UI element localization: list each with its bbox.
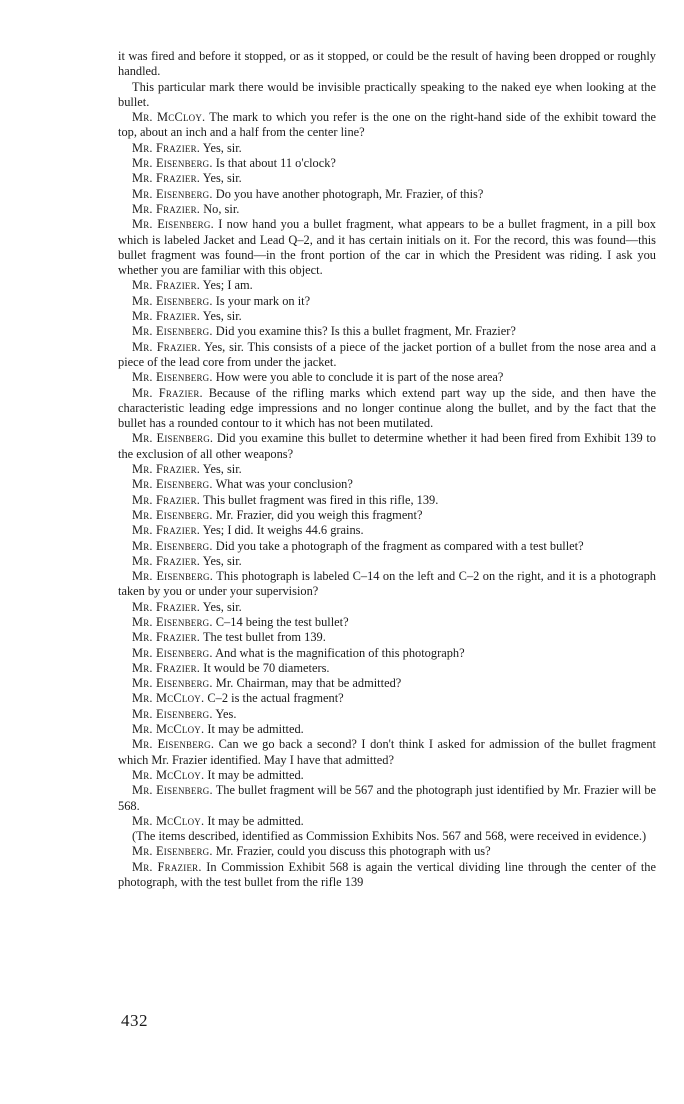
transcript-paragraph bbox=[118, 661, 656, 676]
speaker-name: Mr. Eisenberg. bbox=[132, 569, 214, 584]
speaker-name: Mr. Frazier. bbox=[132, 492, 201, 507]
transcript-paragraph bbox=[118, 707, 656, 722]
speaker-name: Mr. Frazier. bbox=[132, 660, 201, 675]
transcript-paragraph bbox=[118, 783, 656, 814]
paragraph-text: How were you able to conclude it is part of the nose area? bbox=[215, 370, 504, 385]
paragraph-text: Yes, sir. bbox=[202, 462, 242, 477]
paragraph-text: Mr. Frazier, did you weigh this fragment? bbox=[215, 507, 423, 522]
paragraph-text: Yes, sir. This consists of a piece of the jacket portion of a bullet from the nose area and a piece of the lead core from under the jacket. bbox=[118, 339, 657, 369]
transcript-paragraph bbox=[118, 691, 656, 706]
transcript-paragraph bbox=[118, 844, 656, 859]
paragraph-text: Can we go back a second? I don't think I asked for admission of the bullet fragment which Mr. Frazier identified. May I have that admitted? bbox=[118, 737, 656, 767]
transcript-paragraph bbox=[118, 477, 656, 492]
paragraph-text: This particular mark there would be invisible practically speaking to the naked eye when looking at the bullet. bbox=[118, 79, 656, 109]
transcript-paragraph bbox=[118, 646, 656, 661]
paragraph-text: Mr. Frazier, could you discuss this photograph with us? bbox=[215, 844, 491, 859]
transcript-paragraph bbox=[118, 676, 656, 691]
paragraph-text: I now hand you a bullet fragment, what appears to be a bullet fragment, in a pill box which is labeled Jacket and Lead Q–2, and it has certain initials on it. For the record, this was found—this bullet fragment was found—in the front portion of the car in which the President was riding. I ask you whether you are familiar with this object. bbox=[118, 217, 657, 278]
speaker-name: Mr. Eisenberg. bbox=[132, 676, 213, 691]
speaker-name: Mr. Eisenberg. bbox=[132, 706, 213, 721]
transcript-paragraph bbox=[118, 508, 656, 523]
speaker-name: Mr. Eisenberg. bbox=[132, 217, 214, 232]
speaker-name: Mr. Eisenberg. bbox=[132, 783, 213, 798]
speaker-name: Mr. Frazier. bbox=[132, 278, 201, 293]
speaker-name: Mr. McCloy. bbox=[132, 691, 205, 706]
transcript-paragraph bbox=[118, 523, 656, 538]
transcript-paragraph bbox=[118, 493, 656, 508]
paragraph-text: Yes, sir. bbox=[202, 309, 242, 324]
speaker-name: Mr. Eisenberg. bbox=[132, 156, 213, 171]
paragraph-text: C–2 is the actual fragment? bbox=[207, 691, 344, 706]
transcript-paragraph bbox=[118, 860, 656, 891]
speaker-name: Mr. Eisenberg. bbox=[132, 186, 213, 201]
transcript-body bbox=[118, 49, 656, 890]
transcript-paragraph bbox=[118, 278, 656, 293]
transcript-paragraph bbox=[118, 141, 656, 156]
transcript-paragraph bbox=[118, 370, 656, 385]
paragraph-text: This bullet fragment was fired in this rifle, 139. bbox=[202, 492, 439, 507]
transcript-paragraph bbox=[118, 462, 656, 477]
paragraph-text: Is that about 11 o'clock? bbox=[215, 156, 336, 171]
transcript-paragraph bbox=[118, 202, 656, 217]
speaker-name: Mr. McCloy. bbox=[132, 722, 205, 737]
paragraph-text: C–14 being the test bullet? bbox=[215, 614, 349, 629]
speaker-name: Mr. McCloy. bbox=[132, 767, 205, 782]
speaker-name: Mr. Eisenberg. bbox=[132, 507, 213, 522]
paragraph-text: The bullet fragment will be 567 and the photograph just identified by Mr. Frazier will be 568. bbox=[118, 783, 657, 813]
transcript-paragraph bbox=[118, 569, 656, 600]
transcript-paragraph bbox=[118, 110, 656, 141]
speaker-name: Mr. Frazier. bbox=[132, 309, 201, 324]
transcript-paragraph bbox=[118, 171, 656, 186]
speaker-name: Mr. Eisenberg. bbox=[132, 844, 213, 859]
page-number: 432 bbox=[121, 1011, 148, 1030]
transcript-paragraph bbox=[118, 340, 656, 371]
speaker-name: Mr. Eisenberg. bbox=[132, 737, 215, 752]
paragraph-text: Because of the rifling marks which extend part way up the side, and then have the characteristic leading edge impressions and no longer continue along the bullet, and by the fact that the bullet has a rounded contour to it which has not been mutilated. bbox=[118, 385, 656, 431]
speaker-name: Mr. Frazier. bbox=[132, 201, 201, 216]
transcript-paragraph bbox=[118, 294, 656, 309]
paragraph-text: It may be admitted. bbox=[207, 722, 304, 737]
paragraph-text: It may be admitted. bbox=[207, 767, 304, 782]
transcript-paragraph bbox=[118, 309, 656, 324]
speaker-name: Mr. Eisenberg. bbox=[132, 431, 214, 446]
transcript-paragraph bbox=[118, 829, 656, 844]
speaker-name: Mr. Frazier. bbox=[132, 599, 201, 614]
speaker-name: Mr. Eisenberg. bbox=[132, 645, 213, 660]
paragraph-text: (The items described, identified as Commission Exhibits Nos. 567 and 568, were received in evidence.) bbox=[132, 829, 647, 844]
paragraph-text: it was fired and before it stopped, or as it stopped, or could be the result of having been dropped or roughly handled. bbox=[118, 49, 656, 79]
transcript-paragraph bbox=[118, 615, 656, 630]
transcript-paragraph bbox=[118, 554, 656, 569]
transcript-paragraph bbox=[118, 217, 656, 278]
speaker-name: Mr. McCloy. bbox=[132, 813, 205, 828]
transcript-paragraph bbox=[118, 768, 656, 783]
paragraph-text: In Commission Exhibit 568 is again the vertical dividing line through the center of the photograph, with the test bullet from the rifle 139 bbox=[118, 859, 656, 890]
paragraph-text: Yes. bbox=[215, 706, 237, 721]
transcript-paragraph bbox=[118, 722, 656, 737]
paragraph-text: Yes; I am. bbox=[202, 278, 253, 293]
paragraph-text: Did you examine this? Is this a bullet fragment, Mr. Frazier? bbox=[215, 324, 516, 339]
speaker-name: Mr. Eisenberg. bbox=[132, 370, 213, 385]
paragraph-text: It would be 70 diameters. bbox=[203, 660, 330, 675]
speaker-name: Mr. Eisenberg. bbox=[132, 477, 213, 492]
transcript-paragraph bbox=[118, 49, 656, 80]
speaker-name: Mr. Frazier. bbox=[132, 140, 201, 155]
speaker-name: Mr. Frazier. bbox=[132, 385, 203, 400]
paragraph-text: Do you have another photograph, Mr. Frazier, of this? bbox=[215, 186, 484, 201]
speaker-name: Mr. Eisenberg. bbox=[132, 538, 213, 553]
paragraph-text: What was your conclusion? bbox=[215, 477, 353, 492]
paragraph-text: Yes, sir. bbox=[202, 599, 242, 614]
paragraph-text: This photograph is labeled C–14 on the left and C–2 on the right, and it is a photograph taken by you or under your supervision? bbox=[118, 569, 656, 599]
transcript-paragraph bbox=[118, 539, 656, 554]
speaker-name: Mr. Frazier. bbox=[132, 523, 201, 538]
speaker-name: Mr. Eisenberg. bbox=[132, 324, 213, 339]
speaker-name: Mr. Frazier. bbox=[132, 553, 201, 568]
speaker-name: Mr. Frazier. bbox=[132, 171, 201, 186]
paragraph-text: The test bullet from 139. bbox=[202, 630, 326, 645]
paragraph-text: Yes; I did. It weighs 44.6 grains. bbox=[202, 523, 364, 538]
paragraph-text: Did you take a photograph of the fragment as compared with a test bullet? bbox=[215, 538, 584, 553]
transcript-paragraph bbox=[118, 431, 656, 462]
speaker-name: Mr. Frazier. bbox=[132, 339, 201, 354]
paragraph-text: Is your mark on it? bbox=[215, 293, 311, 308]
transcript-paragraph bbox=[118, 737, 656, 768]
paragraph-text: The mark to which you refer is the one on the right-hand side of the exhibit toward the top, about an inch and a half from the center line? bbox=[118, 110, 657, 140]
speaker-name: Mr. Eisenberg. bbox=[132, 614, 213, 629]
paragraph-text: Yes, sir. bbox=[202, 553, 242, 568]
speaker-name: Mr. Frazier. bbox=[132, 630, 201, 645]
transcript-paragraph bbox=[118, 630, 656, 645]
paragraph-text: Did you examine this bullet to determine whether it had been fired from Exhibit 139 to the exclusion of all other weapons? bbox=[118, 431, 656, 461]
transcript-paragraph bbox=[118, 600, 656, 615]
speaker-name: Mr. Eisenberg. bbox=[132, 293, 213, 308]
transcript-paragraph bbox=[118, 386, 656, 432]
paragraph-text: Yes, sir. bbox=[202, 171, 242, 186]
transcript-paragraph bbox=[118, 324, 656, 339]
speaker-name: Mr. McCloy. bbox=[132, 110, 206, 125]
transcript-paragraph bbox=[118, 814, 656, 829]
paragraph-text: Mr. Chairman, may that be admitted? bbox=[215, 676, 402, 691]
paragraph-text: Yes, sir. bbox=[202, 140, 242, 155]
transcript-paragraph bbox=[118, 80, 656, 111]
transcript-paragraph bbox=[118, 156, 656, 171]
speaker-name: Mr. Frazier. bbox=[132, 462, 201, 477]
transcript-paragraph bbox=[118, 187, 656, 202]
paragraph-text: No, sir. bbox=[203, 201, 240, 216]
speaker-name: Mr. Frazier. bbox=[132, 859, 202, 874]
paragraph-text: It may be admitted. bbox=[207, 813, 304, 828]
paragraph-text: And what is the magnification of this photograph? bbox=[215, 645, 465, 660]
